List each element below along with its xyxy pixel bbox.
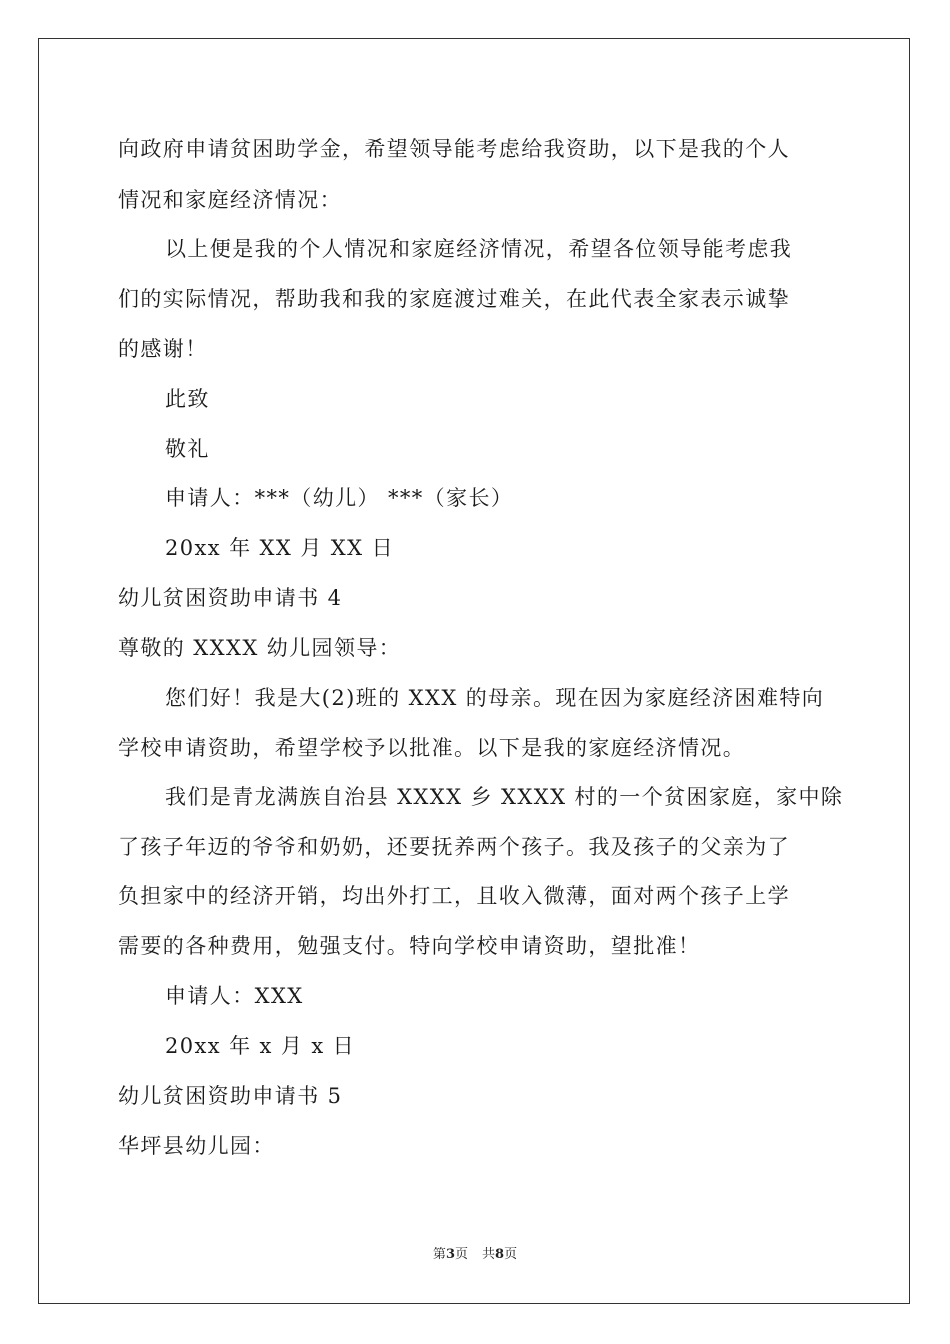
text-line: 了孩子年迈的爷爷和奶奶，还要抚养两个孩子。我及孩子的父亲为了 xyxy=(118,835,790,859)
page-number: 3 xyxy=(445,1247,455,1262)
text-line: 学校申请资助，希望学校予以批准。以下是我的家庭经济情况。 xyxy=(118,736,746,760)
page-suffix: 页 xyxy=(454,1247,468,1262)
text-line: 您们好！我是大(2)班的 XXX 的母亲。现在因为家庭经济困难特向 xyxy=(165,686,825,710)
text-line: 向政府申请贫困助学金，希望领导能考虑给我资助，以下是我的个人 xyxy=(118,137,790,161)
text-line: 们的实际情况，帮助我和我的家庭渡过难关，在此代表全家表示诚挚 xyxy=(118,287,790,311)
text-line: 情况和家庭经济情况： xyxy=(118,188,342,212)
closing-regards: 敬礼 xyxy=(165,437,210,461)
section-title: 幼儿贫困资助申请书 5 xyxy=(118,1084,343,1108)
applicant-line: 申请人：***（幼儿） ***（家长） xyxy=(165,486,514,510)
closing-salutation: 此致 xyxy=(165,387,210,411)
text-line: 的感谢！ xyxy=(118,337,208,361)
greeting-line: 华坪县幼儿园： xyxy=(118,1134,275,1158)
page-total: 8 xyxy=(495,1247,505,1262)
text-line: 我们是青龙满族自治县 XXXX 乡 XXXX 村的一个贫困家庭，家中除 xyxy=(165,785,844,809)
greeting-line: 尊敬的 XXXX 幼儿园领导： xyxy=(118,636,402,660)
text-line: 以上便是我的个人情况和家庭经济情况，希望各位领导能考虑我 xyxy=(165,237,793,261)
text-line: 负担家中的经济开销，均出外打工，且收入微薄，面对两个孩子上学 xyxy=(118,884,790,908)
total-suffix: 页 xyxy=(504,1247,518,1262)
text-line: 需要的各种费用，勉强支付。特向学校申请资助，望批准！ xyxy=(118,934,701,958)
page-border xyxy=(38,38,910,1304)
total-prefix: 共 xyxy=(482,1247,496,1262)
applicant-line: 申请人：XXX xyxy=(165,984,304,1008)
date-line: 20xx 年 XX 月 XX 日 xyxy=(165,536,394,560)
date-line: 20xx 年 x 月 x 日 xyxy=(165,1034,356,1058)
page-footer xyxy=(0,1246,950,1264)
section-title: 幼儿贫困资助申请书 4 xyxy=(118,586,343,610)
page-prefix: 第 xyxy=(432,1247,446,1262)
